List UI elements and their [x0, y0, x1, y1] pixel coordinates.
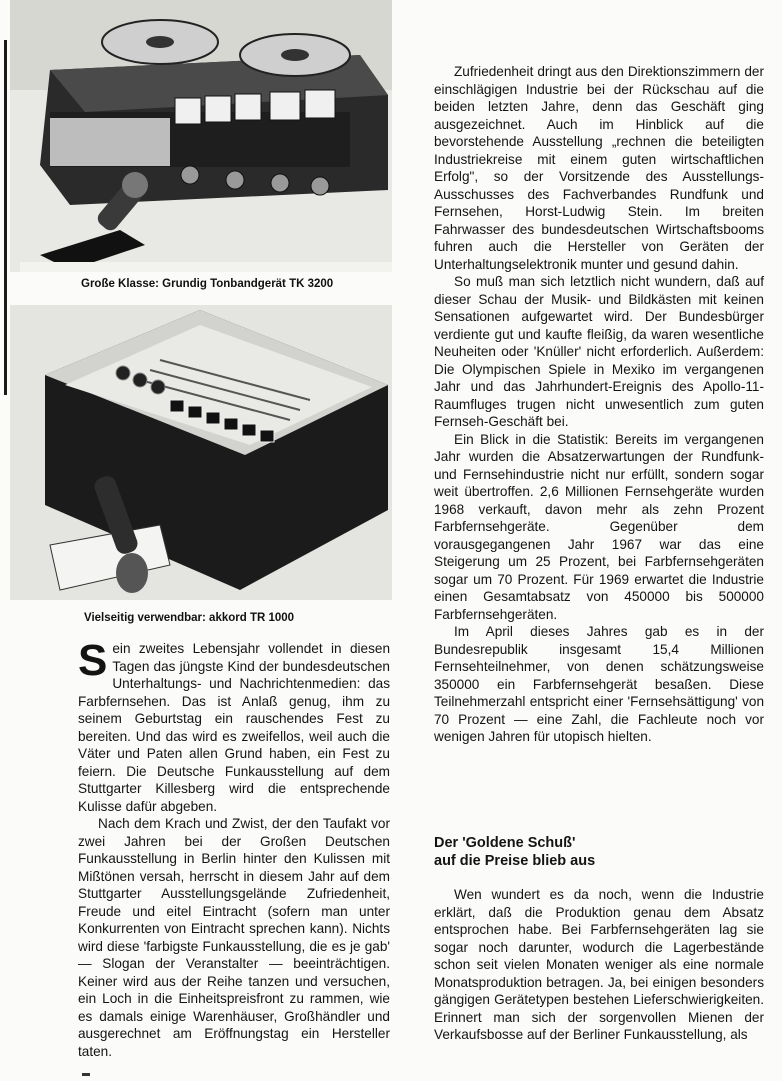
tape-recorder-image [10, 0, 392, 272]
margin-rule [4, 40, 7, 395]
figure-caption-2: Vielseitig verwendbar: akkord TR 1000 [84, 612, 295, 624]
cassette-recorder-photo [10, 305, 392, 600]
right-paragraph-5: Wen wundert es da noch, wenn die Industrie erklärt, daß die Produktion genau dem Absatz entsprochen habe. Bei Farbfernsehgeräten lag sie sogar noch darunter, wodurch die Lagerbestände schon seit vielen Monaten weniger als eine normale Monatsproduktion betragen. Ja, bei einigen besonders gängigen Gerätetypen bestehen Lieferschwierigkeiten. Erinnert man sich der sorgenvollen Mienen der Verkaufsbosse auf der Berliner Funkausstellung, als [434, 887, 764, 1042]
drop-cap: S [78, 636, 108, 685]
figure-caption-1: Große Klasse: Grundig Tonbandgerät TK 3200 [81, 278, 334, 290]
right-paragraph-1: Zufriedenheit dringt aus den Direktionszimmern der einschlägigen Industrie bei der Rückschau auf die beiden letzten Jahre, denn das Geschäft ging ausgezeichnet. Auch im Hinblick auf die bevorstehende Ausstellung „rechnen die beteiligten Industriekreise mit einem guten wirtschaftlichen Erfolg", so der Vorsitzende des Ausstellungs-Ausschusses des Fachverbandes Rundfunk und Fernsehen, Horst-Ludwig Stein. Im breiten Fahrwasser des bundesdeutschen Wirtschaftsbooms fuhren auch die Hersteller von Geräten der Unterhaltungselektronik munter und gesund dahin. [434, 64, 764, 272]
cassette-recorder-image [10, 305, 392, 600]
left-text-column [78, 636, 390, 1060]
tape-recorder-photo [10, 0, 392, 272]
right-paragraph-2: So muß man sich letztlich nicht wundern, daß auf dieser Schau der Musik- und Bildkästen mit keinen Sensationen aufgewartet wird. Der Bundesbürger verdiente gut und kaufte fleißig, da waren wesentliche Neuheiten oder 'Knüller' nicht erforderlich. Außerdem: Die Olympischen Spiele in Mexiko im vergangenen Jahr und das Jahrhundert-Ereignis des Apollo-11-Raumfluges trugen nicht unwesentlich zum guten Fernseh-Geschäft bei. [434, 274, 764, 429]
right-text-column-lower [434, 886, 764, 1044]
section-heading-line-2: auf die Preise blieb aus [434, 853, 596, 869]
section-heading-line-1: Der 'Goldene Schuß' [434, 835, 576, 851]
section-heading [434, 834, 764, 870]
right-paragraph-4: Im April dieses Jahres gab es in der Bundesrepublik insgesamt 15,4 Millionen Fernsehteilnehmer, von denen schätzungsweise 350000 ein Farbfernsehgerät besaßen. Diese Teilnehmerzahl entspricht einer 'Fernsehsättigung' von 70 Prozent — eine Zahl, die Fachleute noch vor wenigen Jahren für utopisch hielten. [434, 624, 764, 744]
left-paragraph-2: Nach dem Krach und Zwist, der den Taufakt vor zwei Jahren bei der Großen Deutschen Funkausstellung in Berlin hinter den Kulissen mit Mißtönen versah, herrscht in diesem Jahr auf dem Stuttgarter Ausstellungsgelände Zufriedenheit, Freude und eitel Eintracht (sofern man unter Konkurrenten von Eintracht sprechen kann). Nichts wird diese 'farbigste Funkausstellung, die es je gab' — Slogan der Veranstalter — beeinträchtigen. Keiner wird aus der Reihe tanzen und versuchen, ein Loch in die Einheitspreisfront zu rammen, wie es damals einige Warenhäuser, Großhändler und ausgerechnet am Eröffnungstag ein Hersteller taten. [78, 816, 390, 1059]
right-text-column [434, 63, 764, 746]
right-paragraph-3: Ein Blick in die Statistik: Bereits im vergangenen Jahr wurden die Absatzerwartungen der Rundfunk- und Fernsehindustrie nicht nur erfüllt, sondern sogar weit übertroffen. 2,6 Millionen Fernsehgeräte wurden 1968 verkauft, davon mehr als zehn Prozent Farbfernsehgeräte. Gegenüber dem vorausgegangenen Jahr 1967 war das eine Steigerung um 25 Prozent, bei Farbfernsehgeräten sogar um 70 Prozent. Für 1969 erwartet die Industrie einen Gesamtabsatz von 450000 bis 500000 Farbfernsehgeräten. [434, 431, 764, 622]
page-mark [82, 1073, 90, 1076]
left-paragraph-1: Sein zweites Lebensjahr vollendet in diesen Tagen das jüngste Kind der bundesdeutschen Unterhaltungs- und Nachrichtenmedien: das Farbfernsehen. Das ist Anlaß genug, ihm zu seinem Geburtstag ein rauschendes Fest zu bereiten. Und das wird es zweifellos, weil auch die Väter und Paten allen Grund haben, ein Fest zu feiern. Die Deutsche Funkausstellung auf dem Stuttgarter Killesberg wird die entsprechende Kulisse dafür abgeben. [78, 636, 390, 814]
